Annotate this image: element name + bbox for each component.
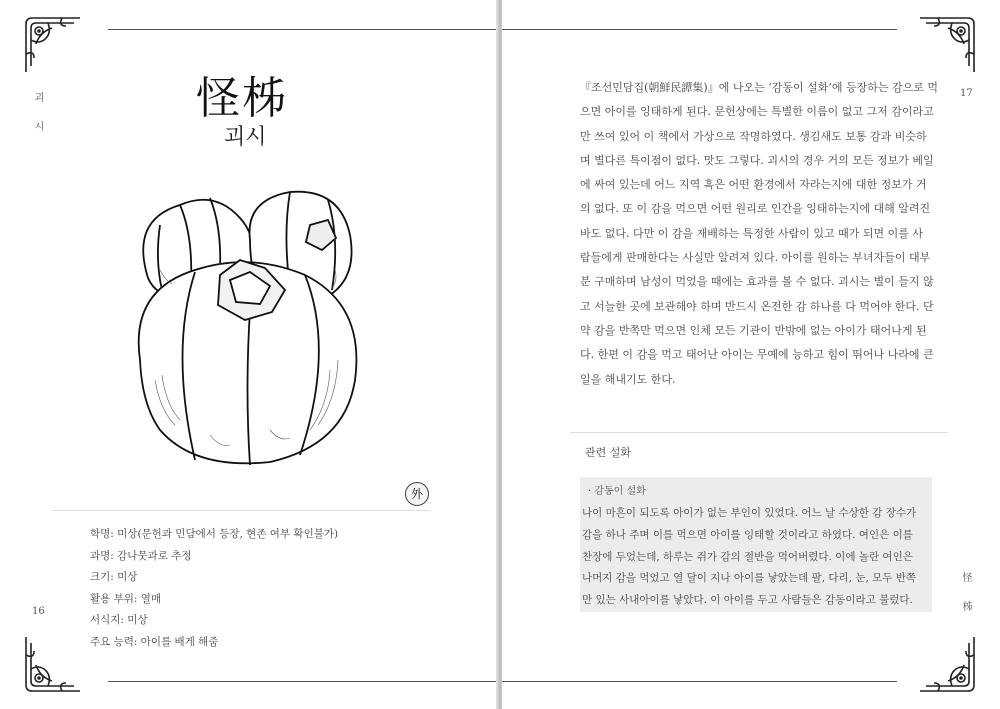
- main-description: [580, 76, 950, 392]
- corner-ornament-icon: [916, 633, 978, 695]
- tale-line: 감을 하나 주며 이를 먹으면 아이를 잉태할 것이라고 하였다. 여인은 이를: [582, 528, 913, 541]
- body-line: 『조선민담집(朝鮮民譚集)』에 나오는 ‘감동이 설화’에 등장하는 감으로 먹: [580, 81, 938, 94]
- stat-used-part: 활용 부위: 열매: [90, 592, 162, 605]
- body-line: 고 서늘한 곳에 보관해야 하며 반드시 온전한 감 하나를 다 먹어야 한다. 단: [580, 299, 934, 313]
- related-tales-heading: 관련 설화: [585, 446, 632, 459]
- corner-ornament-icon: [916, 14, 978, 76]
- related-tale-box: [580, 477, 932, 612]
- tale-line: 나이 마흔이 되도록 아이가 없는 부인이 있었다. 어느 날 수상한 감 장수가: [582, 507, 917, 519]
- body-line: 며 별다른 특이점이 없다. 맛도 그렇다. 괴시의 경우 거의 모든 정보가 베일: [580, 153, 934, 167]
- stat-size: 크기: 미상: [90, 571, 138, 583]
- corner-ornament-icon: [22, 633, 84, 695]
- tale-title: · 감동이 설화: [588, 486, 646, 497]
- top-rule: [502, 29, 897, 30]
- stat-family: 과명: 감나뭇과로 추정: [90, 549, 192, 562]
- foreign-origin-badge: 外: [405, 482, 429, 506]
- top-rule: [108, 29, 496, 30]
- body-line: 람들에게 판매한다는 사실만 알려져 있다. 아이를 원하는 부녀자들이 대부: [580, 251, 931, 265]
- entry-title-hanja: 怪柹: [196, 73, 288, 124]
- body-line: 만 쓰여 있어 이 책에서 가상으로 작명하였다. 생김새도 보통 감과 비슷하: [580, 129, 927, 143]
- body-line: 분 구매하며 남성이 먹었을 때에는 효과를 볼 수 없다. 괴시는 별이 들지 않: [580, 275, 934, 289]
- stat-habitat: 서식지: 미상: [90, 614, 148, 626]
- tale-line: 찬장에 두었는데, 하루는 쥐가 감의 절반을 먹어버렸다. 이에 놀란 여인은: [582, 550, 913, 563]
- side-label: 괴 시: [32, 92, 43, 140]
- stat-ability: 주요 능력: 아이를 배게 해줌: [90, 635, 219, 648]
- left-page: [0, 0, 498, 709]
- body-line: 다. 한편 이 감을 먹고 태어난 아이는 무예에 능하고 힘이 뛰어나 나라에 큰: [580, 348, 934, 362]
- divider: [52, 510, 430, 511]
- section-divider: [570, 432, 948, 433]
- body-line: 에 싸여 있는데 어느 지역 혹은 어떤 환경에서 자라는지에 대한 정보가 거: [580, 178, 927, 192]
- side-label: 怪 柹: [960, 572, 971, 620]
- body-line: 약 감을 반쪽만 먹으면 인체 모든 기관이 반밖에 없는 아이가 태어나게 된: [580, 323, 927, 337]
- stat-scientific-name: 학명: 미상(문헌과 민담에서 등장, 현존 여부 확인불가): [90, 528, 339, 540]
- tale-line: 나머지 감을 먹었고 열 달이 지나 아이를 낳았는데 팔, 다리, 눈, 모두 반쪽: [582, 572, 917, 585]
- bottom-rule: [108, 681, 496, 682]
- stats-list: [90, 524, 338, 653]
- tale-line: 만 있는 사내아이를 낳았다. 이 아이를 두고 사람들은 감동이라고 불렀다.: [582, 594, 913, 607]
- page-number: 17: [960, 88, 973, 99]
- bottom-rule: [502, 681, 897, 682]
- page-number: 16: [32, 606, 45, 617]
- body-line: 바도 없다. 다만 이 감을 재배하는 특정한 사람이 있고 때가 되면 이를 사: [580, 226, 923, 240]
- body-line: 으면 아이를 잉태하게 된다. 문헌상에는 특별한 이름이 없고 그저 감이라고: [580, 105, 934, 119]
- body-line: 의 없다. 또 이 감을 먹으면 어떤 원리로 인간을 잉태하는지에 대해 알려진: [580, 202, 931, 216]
- tale-text: [580, 503, 932, 612]
- entry-title-hangul: 괴시: [224, 125, 267, 150]
- corner-ornament-icon: [22, 14, 84, 76]
- body-line: 일을 해내기도 한다.: [580, 372, 676, 386]
- persimmon-illustration: [100, 180, 390, 480]
